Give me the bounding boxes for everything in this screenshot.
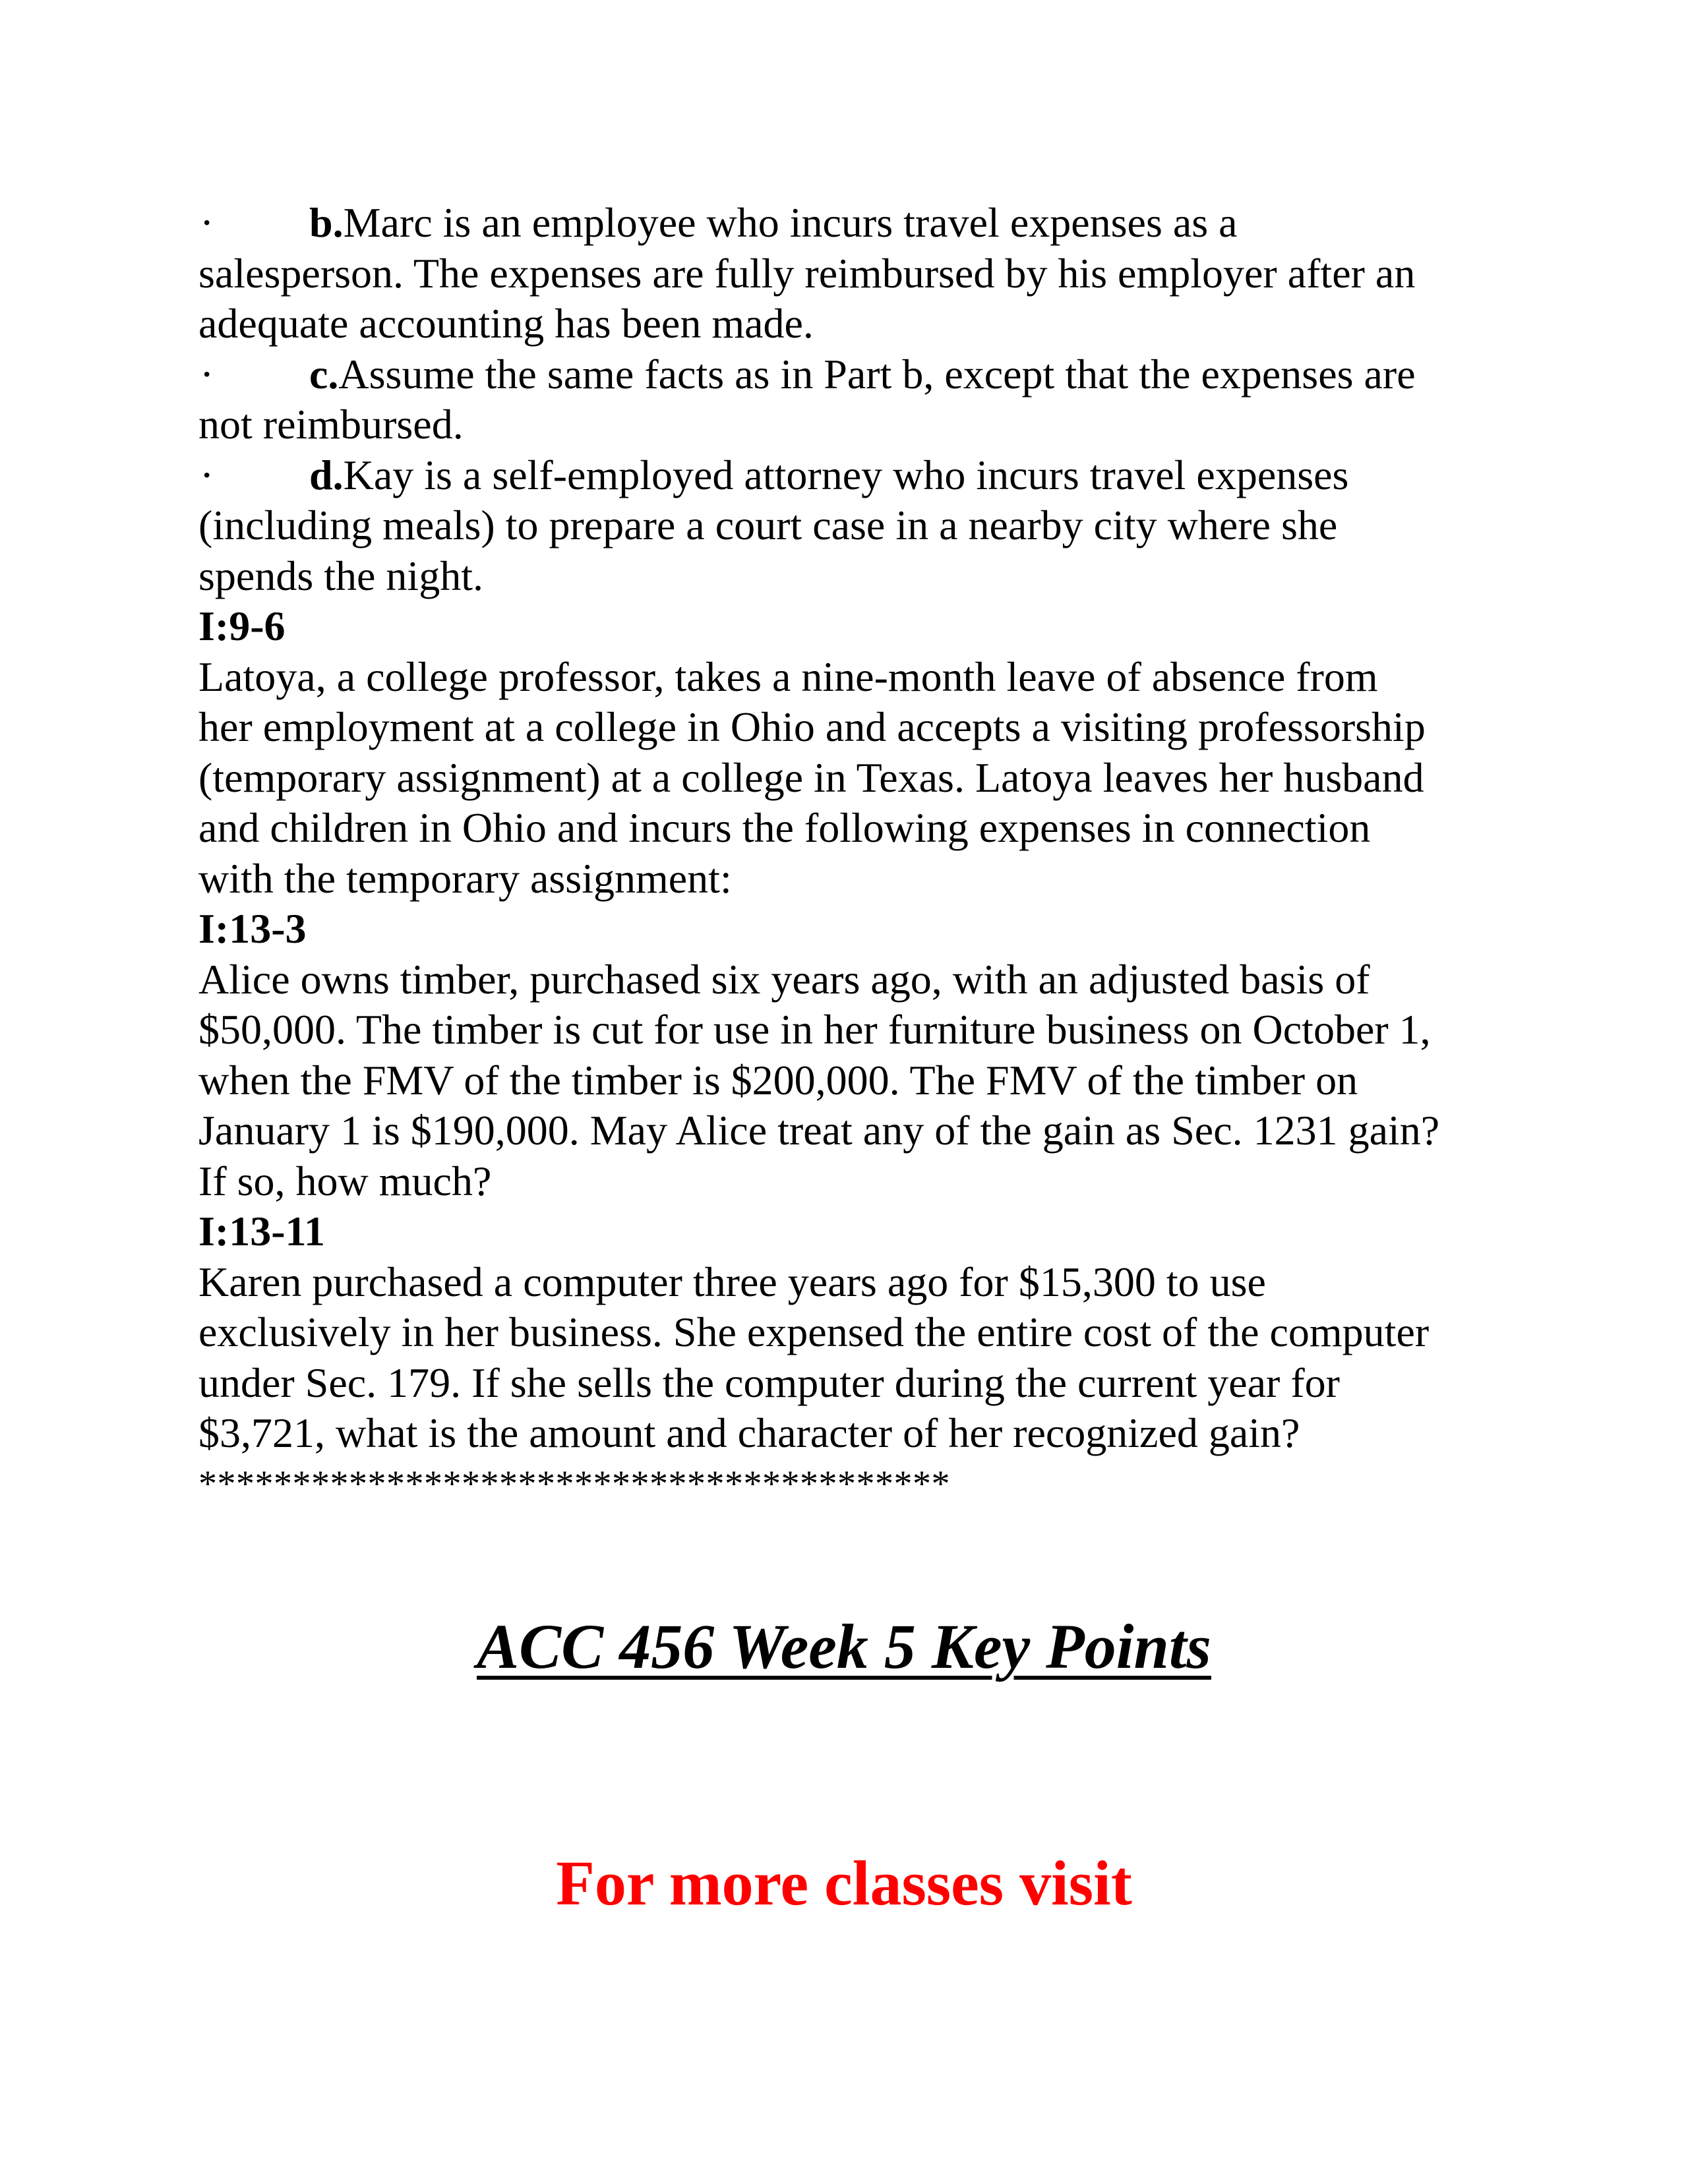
separator: **************************************** xyxy=(198,1463,950,1504)
list-item-c xyxy=(198,349,1517,450)
question-text: $3,721, what is the amount and character of her recognized gain? xyxy=(198,1409,1300,1456)
bullet: · xyxy=(200,199,214,246)
question-i-13-11 xyxy=(198,1206,1517,1459)
item-text: adequate accounting has been made. xyxy=(198,300,814,347)
bullet: · xyxy=(200,451,214,498)
question-i-9-6 xyxy=(198,601,1517,904)
item-text: salesperson. The expenses are fully reimbursed by his employer after an xyxy=(198,249,1416,297)
list-item-d xyxy=(198,450,1517,602)
question-text: (temporary assignment) at a college in Texas. Latoya leaves her husband xyxy=(198,753,1424,801)
question-text: $50,000. The timber is cut for use in her furniture business on October 1, xyxy=(198,1006,1431,1053)
bullet: · xyxy=(200,350,214,398)
question-text: and children in Ohio and incurs the following expenses in connection xyxy=(198,804,1371,851)
item-letter: b. xyxy=(309,199,344,246)
question-text: Alice owns timber, purchased six years ago, with an adjusted basis of xyxy=(198,955,1370,1003)
item-text: (including meals) to prepare a court case in a nearby city where she xyxy=(198,502,1338,548)
promo-text: For more classes visit xyxy=(556,1848,1132,1918)
question-heading: I:13-3 xyxy=(198,905,307,952)
question-text: exclusively in her business. She expensed the entire cost of the computer xyxy=(198,1309,1430,1355)
question-text: with the temporary assignment: xyxy=(198,854,732,902)
question-heading: I:13-11 xyxy=(198,1208,325,1254)
question-text: when the FMV of the timber is $200,000. The FMV of the timber on xyxy=(198,1056,1358,1104)
question-text: her employment at a college in Ohio and accepts a visiting professorship xyxy=(198,703,1426,750)
page-title: ACC 456 Week 5 Key Points xyxy=(477,1611,1211,1682)
question-text: Karen purchased a computer three years ago for $15,300 to use xyxy=(198,1258,1266,1305)
item-letter: d. xyxy=(309,451,344,498)
list-item-b xyxy=(198,198,1517,349)
document-body xyxy=(198,198,1517,1509)
question-text: January 1 is $190,000. May Alice treat any of the gain as Sec. 1231 gain? xyxy=(198,1107,1440,1154)
item-text: Assume the same facts as in Part b, except that the expenses are xyxy=(338,350,1416,398)
item-text: not reimbursed. xyxy=(198,401,464,448)
question-text: under Sec. 179. If she sells the computer during the current year for xyxy=(198,1359,1340,1406)
question-text: Latoya, a college professor, takes a nine-month leave of absence from xyxy=(198,653,1378,700)
item-text: spends the night. xyxy=(198,552,483,599)
question-i-13-3 xyxy=(198,904,1517,1206)
item-letter: c. xyxy=(309,350,339,398)
item-text: Marc is an employee who incurs travel expenses as a xyxy=(343,199,1238,246)
question-heading: I:9-6 xyxy=(198,603,286,649)
question-text: If so, how much? xyxy=(198,1157,492,1204)
item-text: Kay is a self-employed attorney who incurs travel expenses xyxy=(343,451,1349,498)
